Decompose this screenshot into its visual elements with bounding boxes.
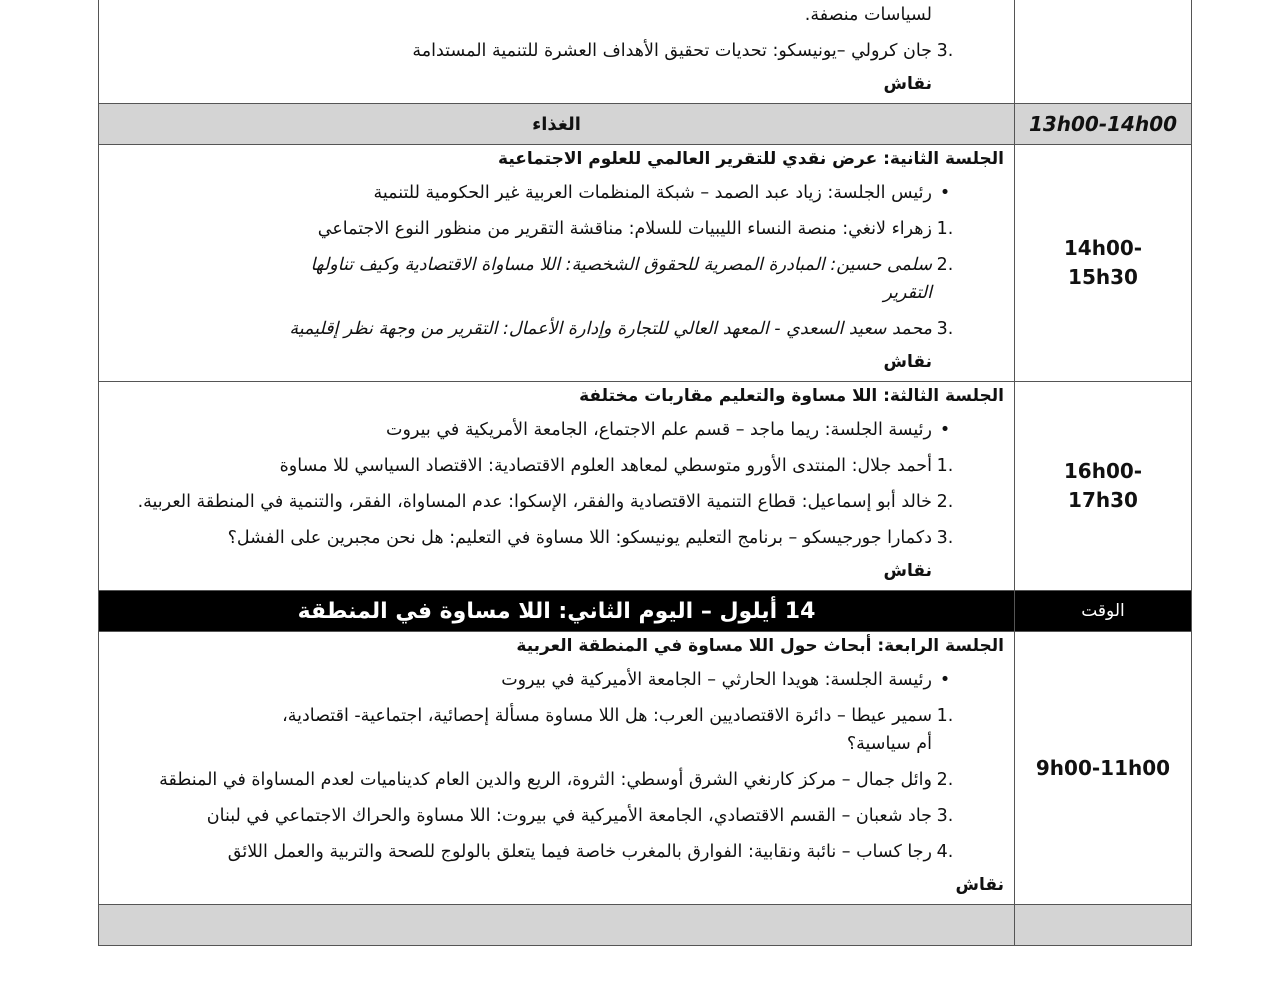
- day2-title: 14 أيلول – اليوم الثاني: اللا مساوة في المنطقة: [99, 591, 1015, 632]
- next-row: [99, 905, 1192, 946]
- list-item: 4. رجا كساب – نائبة ونقابية: الفوارق بالمغرب خاصة فيما يتعلق بالولوج للصحة والتربية والعمل اللائق: [107, 838, 1004, 866]
- discussion-label: نقاش: [883, 352, 932, 372]
- session2-time: 14h00- 15h30: [1015, 145, 1192, 382]
- list-number: 2.: [936, 255, 954, 275]
- time-column-header: الوقت: [1015, 591, 1192, 632]
- session1-time: [1015, 0, 1192, 104]
- session3-row: [99, 382, 1192, 591]
- list-number: 2.: [936, 492, 954, 512]
- bullet-icon: •: [939, 670, 951, 690]
- list-item: 1. أحمد جلال: المنتدى الأورو متوسطي لمعاهد العلوم الاقتصادية: الاقتصاد السياسي للا مساوة: [107, 452, 1004, 480]
- lunch-label: الغذاء: [99, 104, 1015, 145]
- session-title: الجلسة الثانية: عرض نقدي للتقرير العالمي للعلوم الاجتماعية: [498, 149, 1004, 169]
- session4-content: [99, 632, 1015, 905]
- list-number: 3.: [936, 41, 954, 61]
- bullet-icon: •: [939, 183, 951, 203]
- list-number: 3.: [936, 528, 954, 548]
- session1-row: [99, 0, 1192, 104]
- list-number: 4.: [936, 842, 954, 862]
- list-item: • رئيسة الجلسة: هويدا الحارثي – الجامعة الأميركية في بيروت: [107, 666, 1004, 694]
- session1-content: [99, 0, 1015, 104]
- session4-time: 9h00-11h00: [1015, 632, 1192, 905]
- day2-header-row: [99, 591, 1192, 632]
- agenda-table: [98, 0, 1192, 946]
- list-item: • رئيسة الجلسة: ريما ماجد – قسم علم الاجتماع، الجامعة الأمريكية في بيروت: [107, 416, 1004, 444]
- list-number: 1.: [936, 219, 954, 239]
- list-item: 1. سمير عيطا – دائرة الاقتصاديين العرب: هل اللا مساوة مسألة إحصائية، اجتماعية- اقتصادية، أم سياسية؟: [107, 702, 1004, 758]
- session-title: الجلسة الثالثة: اللا مساوة والتعليم مقاربات مختلفة: [579, 386, 1004, 406]
- list-item: 3. محمد سعيد السعدي - المعهد العالي للتجارة وإدارة الأعمال: التقرير من وجهة نظر إقليمية: [285, 315, 1004, 343]
- discussion-label: نقاش: [955, 875, 1004, 895]
- list-number: 1.: [936, 456, 954, 476]
- discussion-label: نقاش: [883, 561, 932, 581]
- list-item: 3. دكمارا جورجيسكو – برنامج التعليم يونيسكو: اللا مساوة في التعليم: هل نحن مجبرين على الفشل؟: [107, 524, 1004, 552]
- list-item: 2. سلمى حسين: المبادرة المصرية للحقوق الشخصية: اللا مساواة الاقتصادية وكيف تناولها التقرير: [285, 251, 1004, 307]
- list-item: لسياسات منصفة.: [804, 5, 932, 25]
- list-number: 1.: [936, 706, 954, 726]
- session4-row: [99, 632, 1192, 905]
- list-item: • رئيس الجلسة: زياد عبد الصمد – شبكة المنظمات العربية غير الحكومية للتنمية: [285, 179, 1004, 207]
- list-number: 3.: [936, 806, 954, 826]
- discussion-label: نقاش: [883, 74, 932, 94]
- session-title: الجلسة الرابعة: أبحاث حول اللا مساوة في المنطقة العربية: [516, 636, 1004, 656]
- next-row-content: [99, 905, 1015, 946]
- session2-row: [99, 145, 1192, 382]
- lunch-row: [99, 104, 1192, 145]
- next-row-time: [1015, 905, 1192, 946]
- list-item: 2. خالد أبو إسماعيل: قطاع التنمية الاقتصادية والفقر، الإسكوا: عدم المساواة، الفقر، والتنمية في المنطقة العربية.: [107, 488, 1004, 516]
- list-item: 3. جاد شعبان – القسم الاقتصادي، الجامعة الأميركية في بيروت: اللا مساوة والحراك الاجتماعي في لبنان: [107, 802, 1004, 830]
- session2-content: [99, 145, 1015, 382]
- list-item: 2. وائل جمال – مركز كارنغي الشرق أوسطي: الثروة، الريع والدين العام كديناميات لعدم المساواة في المنطقة: [107, 766, 1004, 794]
- list-item: 3. جان كرولي –يونيسكو: تحديات تحقيق الأهداف العشرة للتنمية المستدامة: [285, 37, 1004, 65]
- list-number: 2.: [936, 770, 954, 790]
- list-item: 1. زهراء لانغي: منصة النساء الليبيات للسلام: مناقشة التقرير من منظور النوع الاجتماعي: [285, 215, 1004, 243]
- session3-time: 16h00- 17h30: [1015, 382, 1192, 591]
- bullet-icon: •: [939, 420, 951, 440]
- session3-content: [99, 382, 1015, 591]
- list-number: 3.: [936, 319, 954, 339]
- lunch-time: 13h00-14h00: [1015, 104, 1192, 145]
